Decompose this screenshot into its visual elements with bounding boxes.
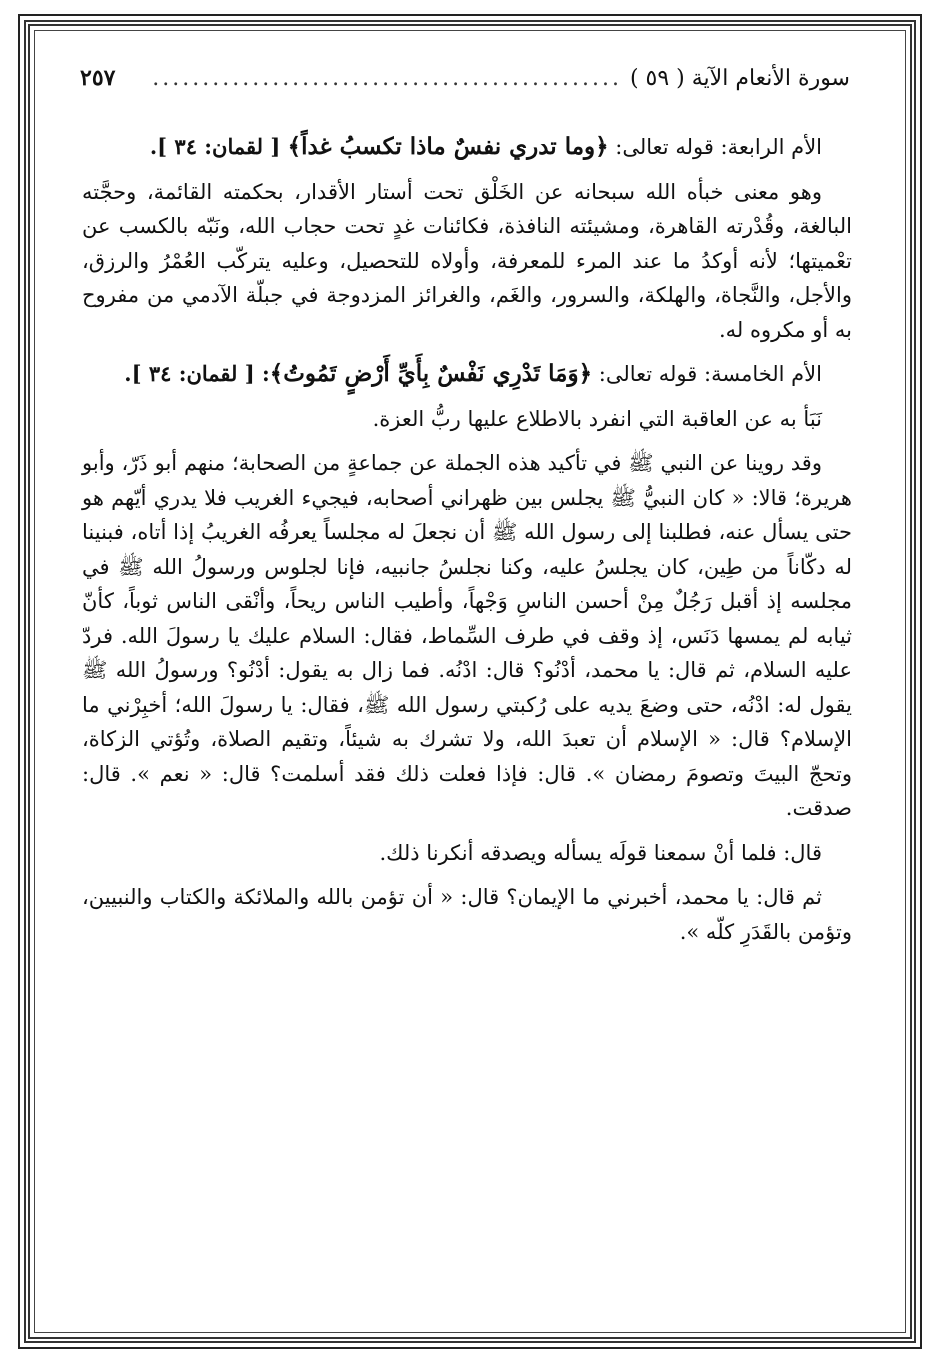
- quran-verse: ﴿وَمَا تَدْرِي نَفْسٌ بِأَيِّ أَرْضٍ تَمُوتُ﴾: [269, 360, 593, 387]
- verse-reference: : [ لقمان: ٣٤ ].: [124, 361, 270, 386]
- verse-reference: [ لقمان: ٣٤ ].: [149, 134, 288, 159]
- header-leader-dots: ...............................................: [152, 65, 622, 91]
- paragraph-iman: ثم قال: يا محمد، أخبرني ما الإيمان؟ قال: « أن تؤمن بالله والملائكة والكتاب والنبيين، وتؤمن بالقَدَرِ كلّه ».: [82, 885, 852, 944]
- surah-title: سورة الأنعام الآية ( ٥٩ ): [629, 65, 850, 91]
- paragraph-fourth-key: [82, 130, 852, 165]
- paragraph-note: نَبَأ به عن العاقبة التي انفرد بالاطلاع عليها ربُّ العزة.: [372, 406, 822, 431]
- page-number: ٢٥٧: [80, 65, 116, 91]
- body-text: [82, 130, 852, 959]
- paragraph-hadith-continued: قال: فلما أنْ سمعنا قولَه يسأله ويصدقه أنكرنا ذلك.: [379, 840, 822, 865]
- paragraph-intro: الأم الرابعة: قوله تعالى:: [608, 135, 822, 159]
- running-header: [80, 58, 850, 98]
- paragraph-fifth-key: [82, 357, 852, 392]
- paragraph-intro: الأم الخامسة: قوله تعالى:: [592, 362, 822, 386]
- paragraph-explanation: وهو معنى خبأه الله سبحانه عن الخَلْق تحت أستار الأقدار، بحكمته القائمة، وحجَّته البالغة، وقُدْرته القاهرة، ومشيئته النافذة، فكائنات غدٍ تحت حجاب الله، ونَبّه بالكسب عن تعْميتها؛ لأنه أوكدُ ما عند المرء للمعرفة، وأولاه للتحصيل، وعليه يتركّب العُمْرُ والرزق، والأجل، والنَّجاة، والهلكة، والسرور، والغَم، والغرائز المزدوجة في جبلّة الآدمي من مفروح به أو مكروه له.: [82, 179, 852, 342]
- paragraph-hadith: وقد روينا عن النبي ﷺ في تأكيد هذه الجملة عن جماعةٍ من الصحابة؛ منهم أبو ذَرّ، وأبو هريرة؛ قالا: « كان النبيُّ ﷺ يجلس بين ظهراني أصحابه، فيجيء الغريب فلا يدري أيّهم هو حتى يسأل عنه، فطلبنا إلى رسول الله ﷺ أن نجعلَ له مجلساً يعرفُه الغريبُ إذا أتاه، فبنينا له دكّاناً من طِين، كان يجلسُ عليه، وكنا نجلسُ جانبيه، فإنا لجلوس ورسولُ الله ﷺ في مجلسه إذ أقبل رَجُلٌ مِنْ أحسن الناسِ وَجْهاً، وأطيب الناس ريحاً، وأنْقى الناس ثوباً، كأنّ ثيابه لم يمسها دَنَس، إذ وقف في طرف السِّماط، فقال: السلام عليك يا رسولَ الله. فردّ عليه السلام، ثم قال: يا محمد، أدْنُو؟ قال: ادْنُه. فما زال به يقول: أدْنُو؟ ورسولُ الله ﷺ يقول له: ادْنُه، حتى وضعَ يديه على رُكبتي رسول الله ﷺ، فقال: يا رسولَ الله؛ أخبِرْني ما الإسلام؟ قال: « الإسلام أن تعبدَ الله، ولا تشرك به شيئاً، وتقيم الصلاة، وتُؤتي الزكاة، وتحجّ البيتَ وتصومَ رمضان ». قال: فإذا فعلت ذلك فقد أسلمت؟ قال: « نعم ». قال: صدقت.: [82, 451, 852, 820]
- quran-verse: ﴿وما تدري نفسٌ ماذا تكسبُ غداً﴾: [287, 133, 609, 160]
